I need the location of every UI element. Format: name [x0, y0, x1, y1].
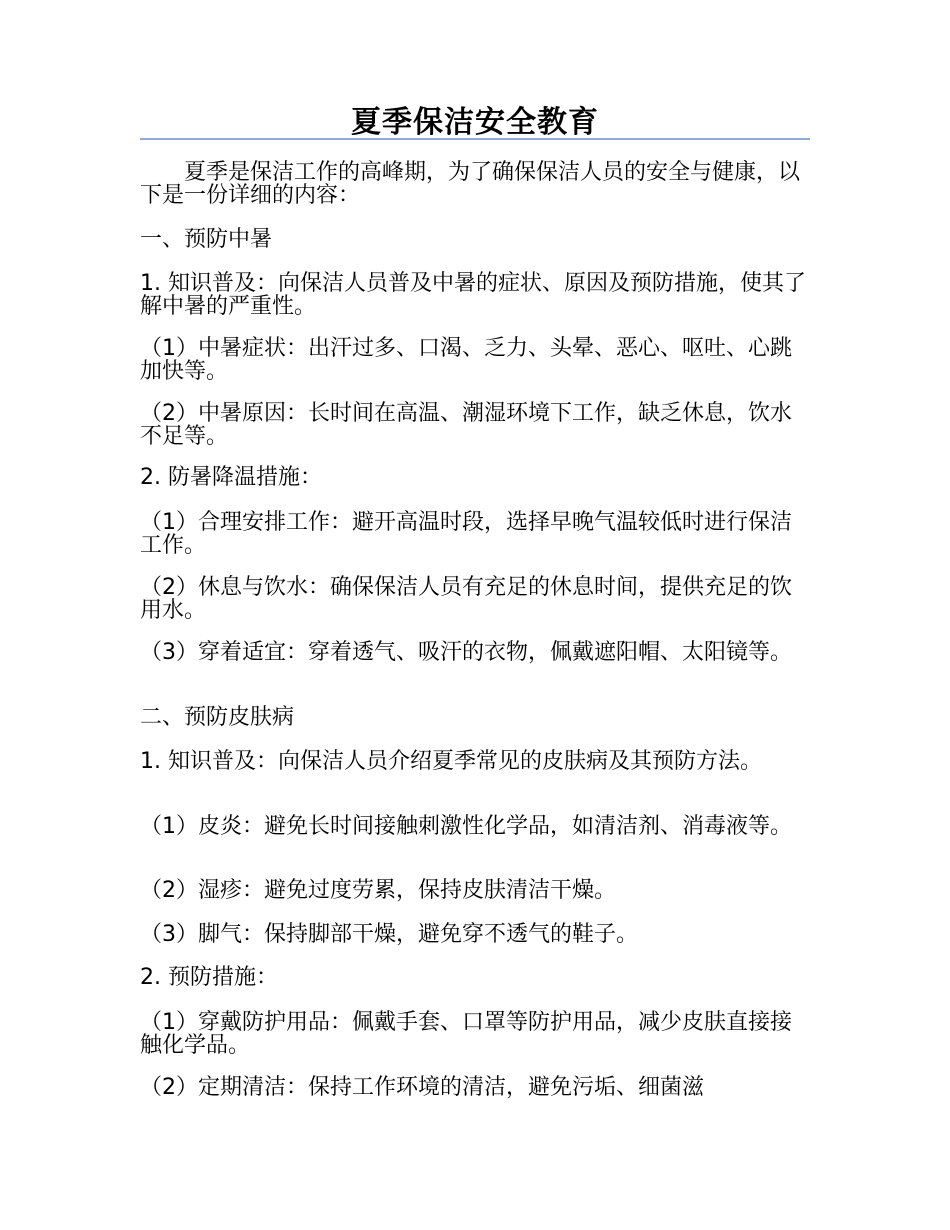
list-item: 2. 防暑降温措施：: [140, 465, 322, 490]
list-item: （3）穿着适宜：穿着透气、吸汗的衣物，佩戴遮阳帽、太阳镜等。: [140, 640, 792, 665]
list-item: （1）穿戴防护用品：佩戴手套、口罩等防护用品，减少皮肤直接接触化学品。: [140, 1010, 792, 1058]
list-item: 1. 知识普及：向保洁人员普及中暑的症状、原因及预防措施，使其了解中暑的严重性。: [140, 271, 806, 319]
list-item: （2）中暑原因：长时间在高温、潮湿环境下工作，缺乏休息，饮水不足等。: [140, 401, 792, 449]
list-item: （2）湿疹：避免过度劳累，保持皮肤清洁干燥。: [140, 878, 616, 903]
list-item: （3）脚气：保持脚部干燥，避免穿不透气的鞋子。: [140, 922, 638, 947]
title-underline: [140, 138, 810, 140]
list-item: （1）中暑症状：出汗过多、口渴、乏力、头晕、恶心、呕吐、心跳加快等。: [140, 336, 792, 384]
section-heading-skin: 二、预防皮肤病: [140, 705, 295, 730]
list-item: （1）皮炎：避免长时间接触刺激性化学品，如清洁剂、消毒液等。: [140, 814, 792, 839]
list-item: 1. 知识普及：向保洁人员介绍夏季常见的皮肤病及其预防方法。: [140, 749, 762, 774]
section-heading-heatstroke: 一、预防中暑: [140, 227, 273, 252]
list-item: （2）休息与饮水：确保保洁人员有充足的休息时间，提供充足的饮用水。: [140, 575, 792, 623]
list-item: 2. 预防措施：: [140, 965, 278, 990]
document-title: 夏季保洁安全教育: [351, 105, 599, 140]
list-item: （1）合理安排工作：避开高温时段，选择早晚气温较低时进行保洁工作。: [140, 510, 792, 558]
list-item: （2）定期清洁：保持工作环境的清洁，避免污垢、细菌滋: [140, 1075, 704, 1100]
intro-paragraph: 夏季是保洁工作的高峰期，为了确保保洁人员的安全与健康，以下是一份详细的内容：: [140, 160, 801, 208]
